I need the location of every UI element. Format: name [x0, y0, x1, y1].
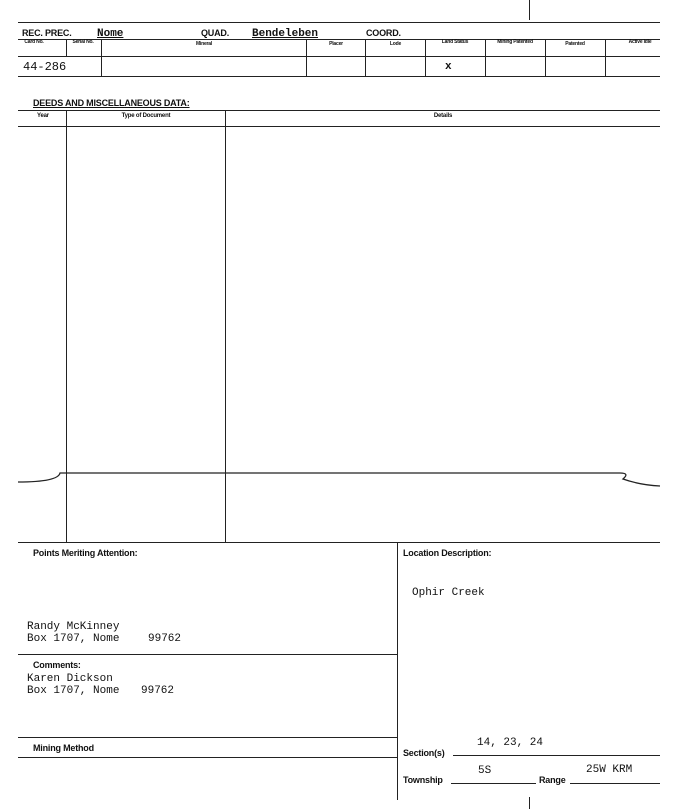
range-value: 25W KRM — [586, 764, 633, 776]
points-label: Points Meriting Attention: — [33, 548, 138, 558]
coord-label: COORD. — [366, 28, 401, 38]
deeds-col-year: Year — [37, 113, 49, 119]
deeds-col-type: Type of Document — [121, 113, 171, 119]
col-placer: Placer — [329, 41, 343, 47]
mining-method-bottom-rule — [18, 757, 397, 758]
col-mining-patented: Mining Patented — [497, 39, 533, 45]
column-header-rule — [18, 56, 660, 57]
col-divider — [365, 39, 366, 76]
comments-label: Comments: — [33, 660, 81, 670]
points-bottom-rule — [18, 654, 397, 655]
points-line2-address: Box 1707, Nome — [27, 633, 120, 645]
rec-prec-label: REC. PREC. — [22, 28, 72, 38]
col-divider — [545, 39, 546, 76]
record-row-bottom — [18, 76, 660, 77]
comments-line2-zip: 99762 — [141, 685, 175, 697]
rec-prec-value: Nome — [97, 28, 124, 40]
bottom-section-top-rule — [18, 542, 660, 543]
registration-mark-top — [529, 0, 530, 20]
land-status-mark: x — [445, 61, 452, 73]
col-serial-no: Serial No. — [72, 39, 94, 45]
col-divider — [485, 39, 486, 76]
col-active-idle: Active Idle — [628, 39, 652, 45]
comments-line1: Karen Dickson — [27, 673, 113, 685]
col-card-no: Card No. — [24, 39, 44, 45]
section-label: Section(s) — [403, 748, 445, 758]
township-label: Township — [403, 775, 443, 785]
deeds-col-details: Details — [433, 113, 453, 119]
location-label: Location Description: — [403, 548, 492, 558]
header-underline — [18, 39, 660, 40]
quad-value: Bendeleben — [252, 28, 319, 40]
range-label: Range — [539, 775, 566, 785]
township-underline — [451, 783, 536, 784]
mining-method-top-rule — [18, 737, 397, 738]
header-top-rule — [18, 22, 660, 23]
card-no-value: 44-286 — [23, 60, 67, 74]
bottom-center-divider — [397, 542, 398, 800]
col-divider — [66, 39, 67, 56]
col-divider — [605, 39, 606, 76]
section-underline — [453, 755, 660, 756]
range-underline — [570, 783, 660, 784]
crease-line — [0, 465, 678, 495]
location-value: Ophir Creek — [412, 587, 485, 599]
quad-label: QUAD. — [201, 28, 229, 38]
points-line1: Randy McKinney — [27, 621, 120, 633]
deeds-top-rule — [18, 110, 660, 111]
col-land-status: Land Status — [441, 39, 469, 45]
comments-line2-address: Box 1707, Nome — [27, 685, 120, 697]
col-lode: Lode — [389, 41, 402, 47]
col-divider — [101, 39, 102, 76]
col-divider — [425, 39, 426, 76]
section-value: 14, 23, 24 — [477, 737, 544, 749]
deeds-title: DEEDS AND MISCELLANEOUS DATA: — [33, 98, 190, 108]
deeds-header-rule — [18, 126, 660, 127]
col-patented: Patented — [565, 41, 585, 47]
col-mineral: Mineral — [195, 41, 213, 47]
registration-mark-bottom — [529, 797, 530, 809]
points-line2-zip: 99762 — [148, 633, 182, 645]
mining-method-label: Mining Method — [33, 743, 94, 753]
township-value: 5S — [478, 765, 492, 777]
col-divider — [306, 39, 307, 76]
